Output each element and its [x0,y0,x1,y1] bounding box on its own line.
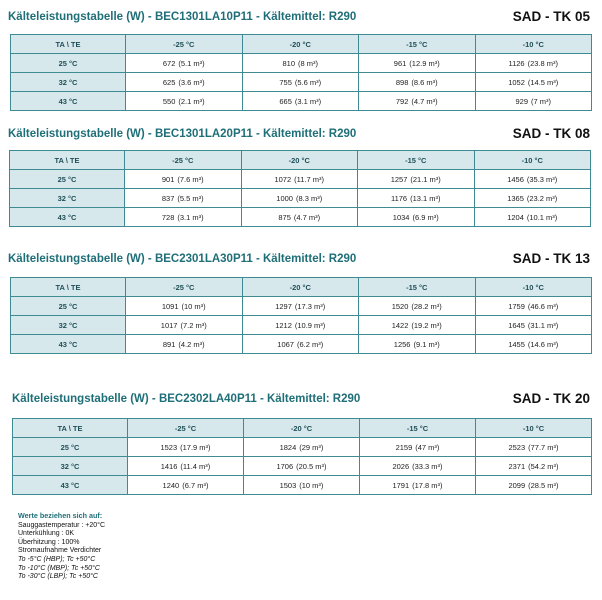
watt-value: 1422 [391,320,409,330]
model-code: SAD - TK 13 [512,251,590,266]
model-code: SAD - TK 08 [512,126,590,141]
ta-label: 25 °C [10,170,125,189]
table-title: Kälteleistungstabelle (W) - BEC2302LA40P11 - Kältemittel: R290 [12,393,361,405]
volume-value: (14.6 m³) [527,339,559,349]
value-cell [242,73,359,92]
te-header: -15 °C [359,35,476,54]
watt-value: 1000 [276,193,293,203]
value-cell [359,335,476,354]
watt-value: 728 [161,212,175,222]
note-line: Sauggastemperatur : +20°C [18,521,106,529]
ta-label: 25 °C [11,54,126,73]
ta-label: 32 °C [10,189,125,208]
value-cell [126,54,243,73]
volume-value: (23.2 m³) [526,193,558,203]
watt-value: 672 [162,58,176,68]
volume-value: (17.8 m³) [412,480,443,490]
table-row [13,476,592,495]
volume-value: (33.3 m³) [412,461,443,471]
value-cell [475,316,592,335]
volume-value: (10 m³) [181,301,206,311]
capacity-table [12,418,592,495]
volume-value: (8.6 m³) [411,77,438,87]
ta-label: 43 °C [11,335,126,354]
capacity-table [10,277,592,354]
volume-value: (3.1 m³) [294,96,322,106]
capacity-table [9,150,591,227]
volume-value: (54.2 m³) [528,461,559,471]
volume-value: (5.6 m³) [294,77,322,87]
volume-value: (10.1 m³) [526,212,558,222]
watt-value: 1257 [390,174,408,184]
volume-value: (2.1 m³) [178,96,205,106]
value-cell [359,316,476,335]
volume-value: (4.2 m³) [178,339,205,349]
te-header: -25 °C [126,278,243,297]
volume-value: (23.8 m³) [527,58,559,68]
value-cell [126,92,243,111]
watt-value: 1455 [508,339,525,349]
table-title: Kälteleistungstabelle (W) - BEC2301LA30P11 - Kältemittel: R290 [8,253,357,265]
watt-value: 1365 [507,193,524,203]
volume-value: (5.1 m³) [178,58,205,68]
watt-value: 837 [161,193,175,203]
volume-value: (6.2 m³) [296,339,324,349]
volume-value: (28.2 m³) [411,301,442,311]
volume-value: (17.9 m³) [180,442,211,452]
table-row [11,316,592,335]
volume-value: (29 m³) [299,442,324,452]
ta-label: 32 °C [11,316,126,335]
watt-value: 901 [161,174,175,184]
value-cell [475,73,592,92]
value-cell [358,208,475,227]
notes-block [18,512,105,582]
volume-value: (3.6 m³) [178,77,205,87]
notes-title: Werte beziehen sich auf: [18,511,103,520]
table-header-row [10,151,591,170]
value-cell [475,54,592,73]
value-cell [358,170,475,189]
te-header: -10 °C [474,151,591,170]
volume-value: (31.1 m³) [527,320,559,330]
watt-value: 1240 [162,480,180,490]
watt-value: 1645 [508,320,525,330]
watt-value: 1204 [507,212,524,222]
value-cell [475,92,592,111]
watt-value: 1091 [161,301,179,311]
volume-value: (10.9 m³) [294,320,326,330]
note-line: To -10°C (MBP); Tc +50°C [18,564,100,572]
te-header: -25 °C [125,151,242,170]
value-cell [476,438,592,457]
watt-value: 1052 [508,77,525,87]
table-row [10,170,591,189]
volume-value: (8 m³) [298,58,318,68]
value-cell [126,316,243,335]
watt-value: 550 [162,96,176,106]
corner-header: TA \ TE [13,419,128,438]
value-cell [244,438,360,457]
volume-value: (6.9 m³) [412,212,439,222]
value-cell [242,316,359,335]
table-row [11,297,592,316]
ta-label: 43 °C [11,92,126,111]
value-cell [359,92,476,111]
volume-value: (3.1 m³) [177,212,204,222]
table-header-row [13,419,592,438]
value-cell [360,438,476,457]
value-cell [241,170,358,189]
ta-label: 32 °C [13,457,128,476]
watt-value: 891 [162,339,176,349]
table-row [13,438,592,457]
table-row [11,73,592,92]
table-row [11,92,592,111]
te-header: -20 °C [241,151,358,170]
volume-value: (20.5 m³) [296,461,327,471]
value-cell [242,297,359,316]
watt-value: 1791 [392,480,410,490]
volume-value: (35.3 m³) [526,174,558,184]
watt-value: 1126 [508,58,525,68]
volume-value: (4.7 m³) [293,212,321,222]
value-cell [244,457,360,476]
value-cell [476,457,592,476]
watt-value: 625 [162,77,176,87]
value-cell [474,189,591,208]
te-header: -20 °C [242,278,359,297]
watt-value: 1297 [275,301,292,311]
volume-value: (4.7 m³) [411,96,438,106]
watt-value: 665 [279,96,292,106]
value-cell [359,54,476,73]
volume-value: (13.1 m³) [410,193,441,203]
volume-value: (5.5 m³) [177,193,204,203]
watt-value: 1759 [508,301,525,311]
watt-value: 1067 [277,339,294,349]
value-cell [360,476,476,495]
value-cell [242,335,359,354]
volume-value: (8.3 m³) [295,193,323,203]
value-cell [125,189,242,208]
table-row [10,208,591,227]
volume-value: (28.5 m³) [528,480,559,490]
corner-header: TA \ TE [10,151,125,170]
value-cell [242,54,359,73]
te-header: -15 °C [358,151,475,170]
value-cell [241,208,358,227]
value-cell [474,170,591,189]
volume-value: (7 m³) [531,96,551,106]
model-code: SAD - TK 05 [512,9,590,24]
watt-value: 810 [282,58,295,68]
te-header: -10 °C [475,35,592,54]
watt-value: 2159 [395,442,413,452]
watt-value: 755 [279,77,292,87]
capacity-table [10,34,592,111]
note-line: Unterkühlung : 0K [18,530,75,538]
table-header-row [11,278,592,297]
value-cell [358,189,475,208]
table-row [11,54,592,73]
note-line: To -5°C (HBP); Tc +50°C [18,555,96,563]
value-cell [242,92,359,111]
value-cell [360,457,476,476]
table-title: Kälteleistungstabelle (W) - BEC1301LA10P11 - Kältemittel: R290 [8,11,357,23]
volume-value: (11.4 m³) [180,461,211,471]
ta-label: 25 °C [13,438,128,457]
volume-value: (6.7 m³) [182,480,209,490]
te-header: -10 °C [475,278,592,297]
value-cell [126,297,243,316]
watt-value: 1017 [160,320,178,330]
volume-value: (47 m³) [415,442,440,452]
watt-value: 1072 [274,174,292,184]
volume-value: (77.7 m³) [528,442,559,452]
table-row [13,457,592,476]
te-header: -15 °C [359,278,476,297]
value-cell [128,476,244,495]
value-cell [126,73,243,92]
table-row [11,335,592,354]
te-header: -10 °C [476,419,592,438]
volume-value: (7.2 m³) [180,320,207,330]
watt-value: 2371 [508,461,526,471]
ta-label: 43 °C [13,476,128,495]
volume-value: (17.3 m³) [294,301,326,311]
note-line: Überhitzung : 100% [18,538,80,546]
value-cell [476,476,592,495]
watt-value: 898 [395,77,409,87]
volume-value: (10 m³) [299,480,324,490]
te-header: -20 °C [242,35,359,54]
watt-value: 1456 [507,174,524,184]
value-cell [475,335,592,354]
watt-value: 2099 [508,480,526,490]
ta-label: 32 °C [11,73,126,92]
note-line: To -30°C (LBP); Tc +50°C [18,573,98,581]
table-title: Kälteleistungstabelle (W) - BEC1301LA20P11 - Kältemittel: R290 [8,128,357,140]
value-cell [474,208,591,227]
volume-value: (21.1 m³) [410,174,441,184]
watt-value: 1520 [391,301,409,311]
value-cell [128,438,244,457]
volume-value: (46.6 m³) [527,301,559,311]
value-cell [359,297,476,316]
corner-header: TA \ TE [11,35,126,54]
watt-value: 961 [393,58,407,68]
te-header: -25 °C [128,419,244,438]
watt-value: 1176 [390,193,408,203]
watt-value: 2026 [392,461,410,471]
model-code: SAD - TK 20 [512,391,590,406]
value-cell [359,73,476,92]
volume-value: (14.5 m³) [527,77,559,87]
watt-value: 875 [278,212,291,222]
watt-value: 1212 [275,320,292,330]
watt-value: 792 [395,96,409,106]
watt-value: 2523 [508,442,526,452]
watt-value: 1416 [160,461,178,471]
value-cell [128,457,244,476]
volume-value: (11.7 m³) [294,174,325,184]
watt-value: 929 [515,96,528,106]
watt-value: 1706 [276,461,294,471]
volume-value: (12.9 m³) [409,58,440,68]
value-cell [244,476,360,495]
watt-value: 1523 [160,442,178,452]
value-cell [241,189,358,208]
corner-header: TA \ TE [11,278,126,297]
table-header-row [11,35,592,54]
note-line: Stromaufnahme Verdichter [18,547,102,555]
value-cell [475,297,592,316]
watt-value: 1034 [392,212,410,222]
value-cell [125,208,242,227]
watt-value: 1824 [279,442,297,452]
value-cell [125,170,242,189]
ta-label: 25 °C [11,297,126,316]
ta-label: 43 °C [10,208,125,227]
table-row [10,189,591,208]
volume-value: (9.1 m³) [413,339,440,349]
value-cell [126,335,243,354]
watt-value: 1503 [279,480,297,490]
te-header: -20 °C [244,419,360,438]
volume-value: (7.6 m³) [177,174,204,184]
volume-value: (19.2 m³) [411,320,442,330]
te-header: -25 °C [126,35,243,54]
watt-value: 1256 [393,339,411,349]
te-header: -15 °C [360,419,476,438]
